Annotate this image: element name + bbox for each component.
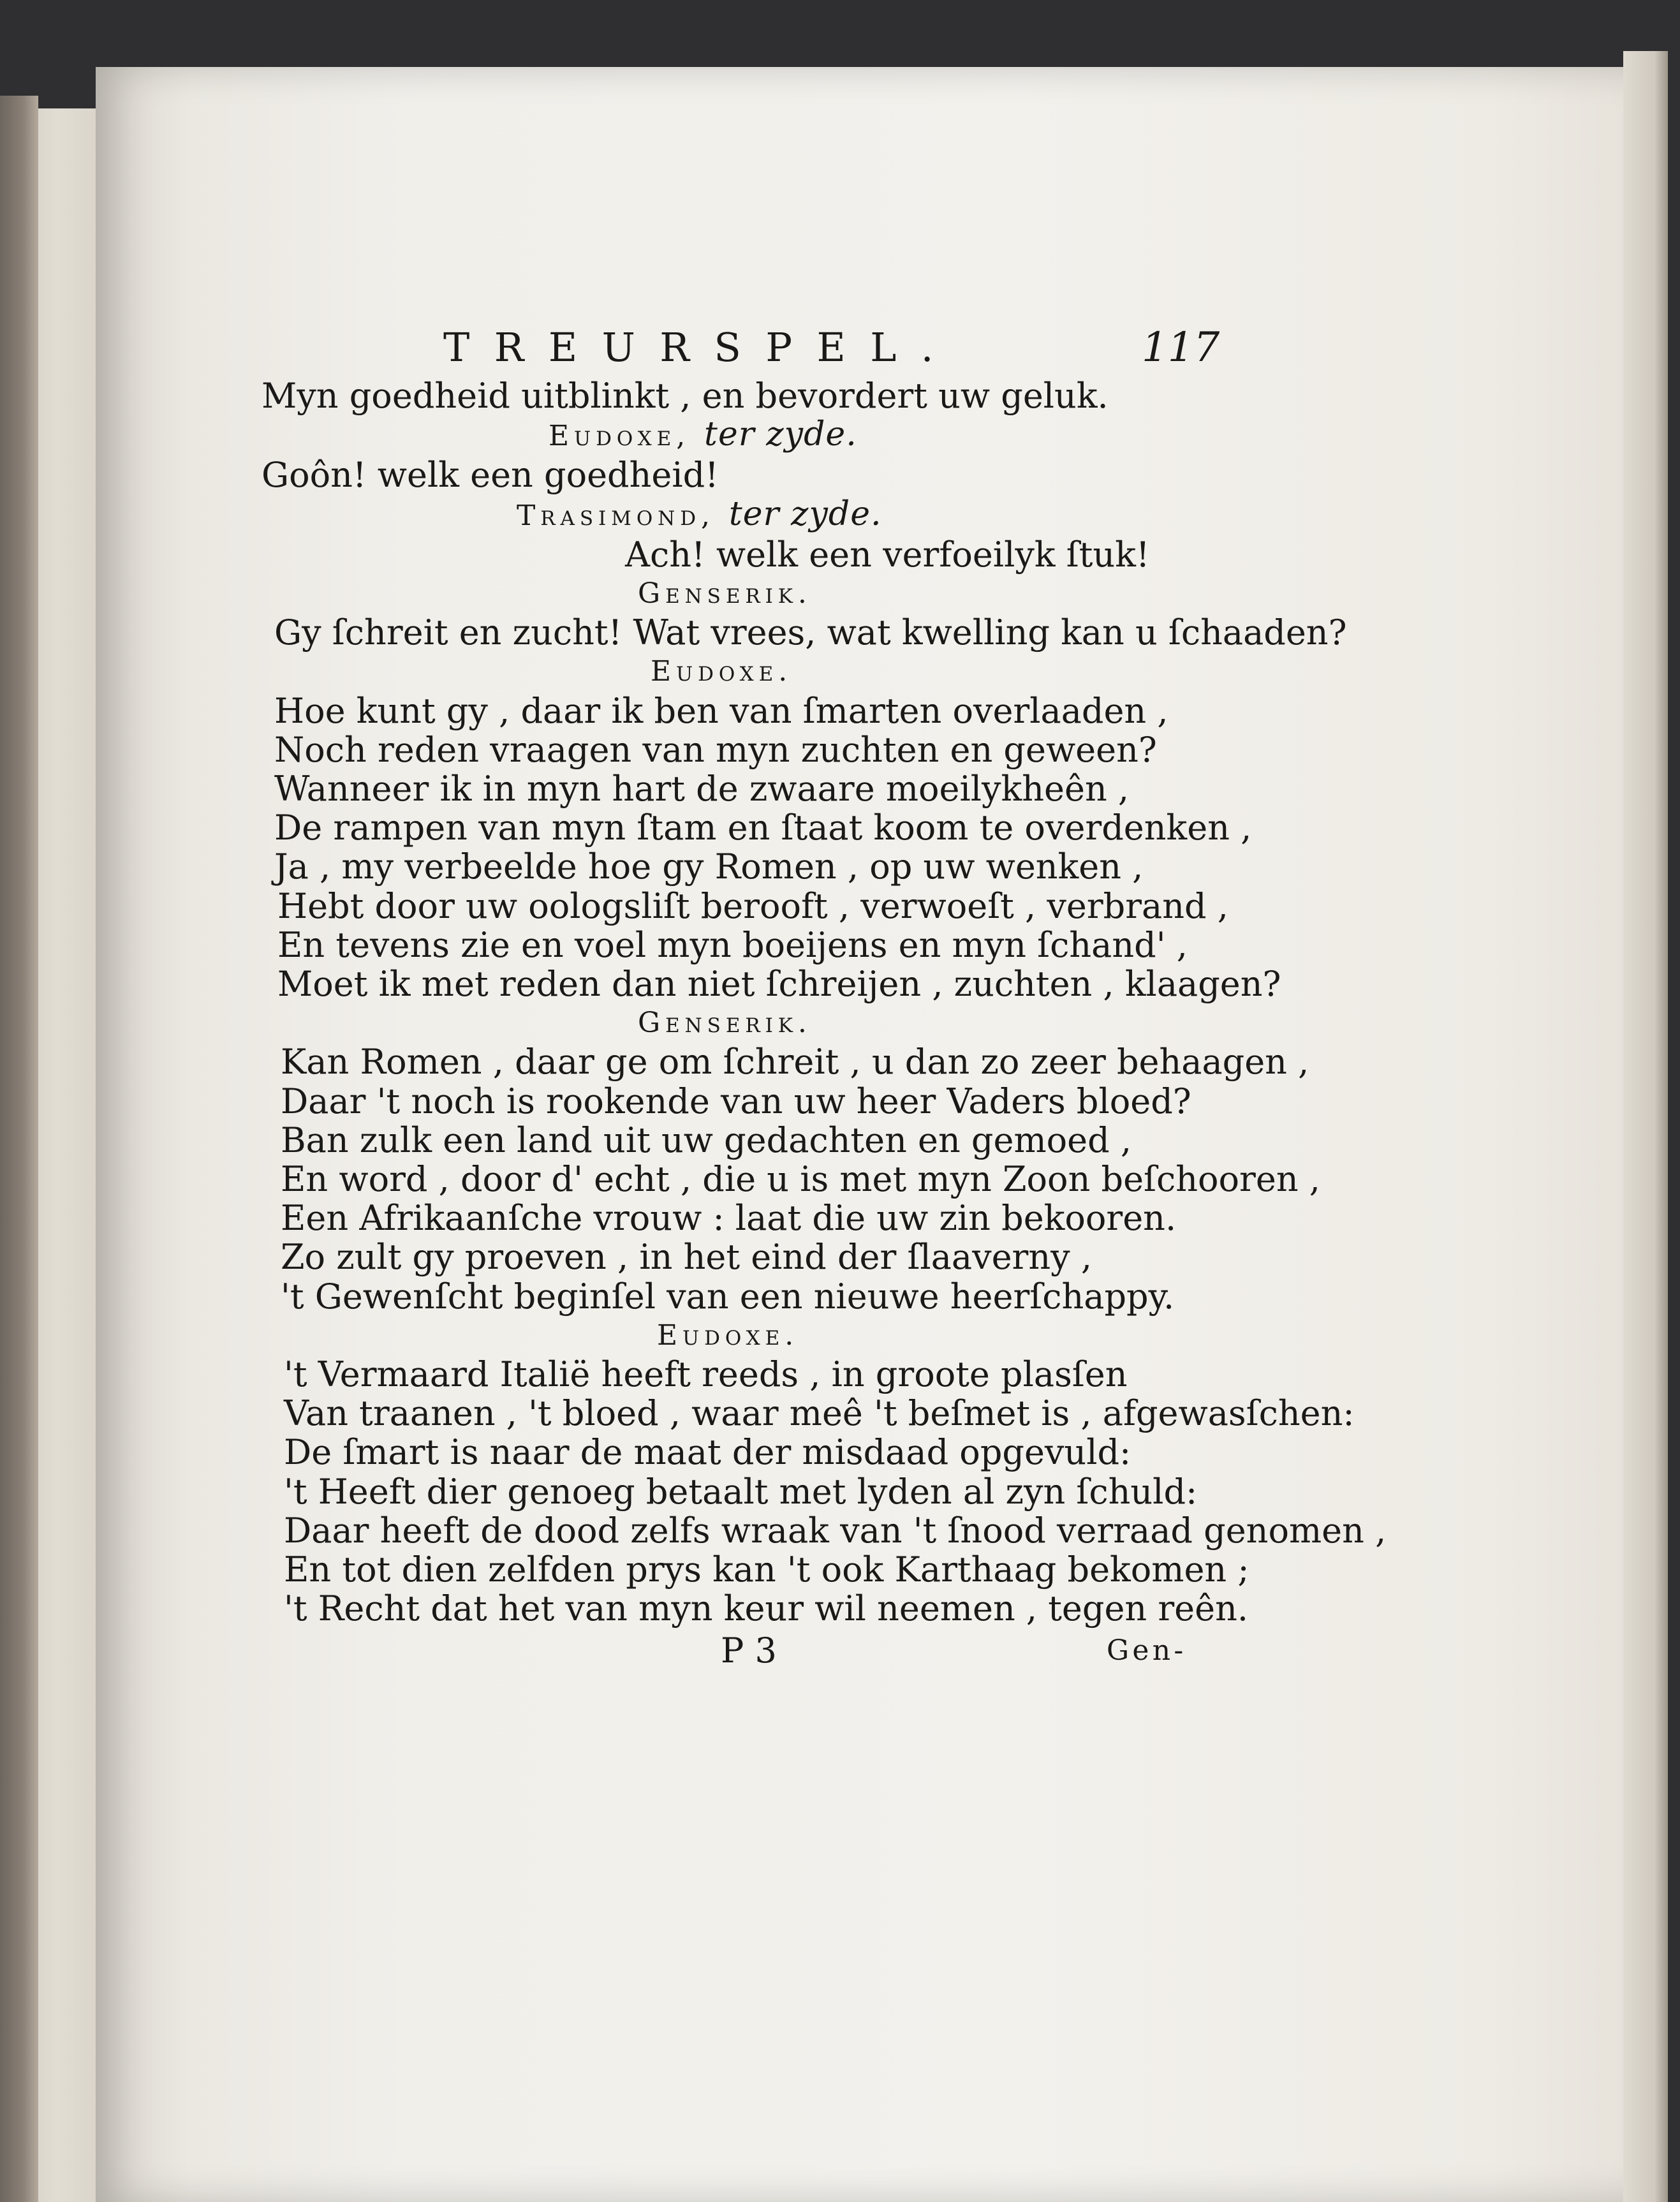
speaker-heading xyxy=(262,1003,1231,1042)
running-head-title: TREURSPEL. xyxy=(443,324,958,371)
verse-line: Daar 't noch is rookende van uw heer Vaders bloed? xyxy=(281,1081,1191,1121)
verse-line: Moet ik met reden dan niet ſchreijen , zuchten , klaagen? xyxy=(277,964,1281,1005)
verse-line: 't Heeft dier genoeg betaalt met lyden al zyn ſchuld: xyxy=(284,1471,1198,1512)
verse-line: 't Gewenſcht beginſel van een nieuwe heerſchappy. xyxy=(281,1276,1175,1317)
verse-line: Ach! welk een verfoeilyk ſtuk! xyxy=(625,534,1150,575)
speaker-heading xyxy=(262,652,1231,691)
verse-line: Wanneer ik in myn hart de zwaare moeilykheên , xyxy=(274,769,1130,809)
verse-line: Zo zult gy proeven , in het eind der ſlaaverny , xyxy=(281,1237,1092,1278)
verse-line: Hoe kunt gy , daar ik ben van ſmarten overlaaden , xyxy=(274,690,1168,731)
page-text xyxy=(262,319,1387,1673)
verse-line: Ja , my verbeelde hoe gy Romen , op uw wenken , xyxy=(274,846,1144,887)
verse-line: Goôn! welk een goedheid! xyxy=(262,455,719,496)
speaker-name: Genserik. xyxy=(638,1007,812,1040)
page-footer xyxy=(262,1629,1231,1673)
verse-line: 't Vermaard Italië heeft reeds , in groote plasſen xyxy=(284,1354,1128,1395)
speaker-heading: Trasimond, ter zyde. xyxy=(517,494,882,533)
verse-line: De ſmart is naar de maat der misdaad opgevuld: xyxy=(284,1432,1131,1473)
speaker-name: Eudoxe. xyxy=(651,655,793,688)
verse-line: De rampen van myn ſtam en ſtaat koom te overdenken , xyxy=(274,808,1252,848)
verse-line: En word , door d' echt , die u is met myn Zoon beſchooren , xyxy=(281,1159,1320,1200)
verse-line: En tot dien zelfden prys kan 't ook Karthaag bekomen ; xyxy=(284,1549,1249,1590)
verse-line: Van traanen , 't bloed , waar meê 't beſmet is , afgewasſchen: xyxy=(284,1393,1355,1434)
speaker-heading xyxy=(262,574,1231,613)
stage-direction: ter zyde. xyxy=(728,494,882,533)
speaker-name: Genserik. xyxy=(638,577,812,610)
speaker-name: Trasimond xyxy=(517,499,701,532)
page-number: 117 xyxy=(1142,324,1220,371)
verse-line: Ban zulk een land uit uw gedachten en gemoed , xyxy=(281,1119,1132,1160)
catchword: Gen- xyxy=(1107,1634,1187,1667)
verse-line: En tevens zie en voel myn boeijens en myn ſchand' , xyxy=(277,924,1188,965)
speaker-name: Eudoxe xyxy=(549,420,677,453)
verse-line: Noch reden vraagen van myn zuchten en geween? xyxy=(274,729,1157,770)
verse-line: Daar heeft de dood zelfs wraak van 't ſnood verraad genomen , xyxy=(284,1510,1387,1551)
signature-mark: P 3 xyxy=(721,1630,777,1671)
verse-line: Gy ſchreit en zucht! Wat vrees, wat kwelling kan u ſchaaden? xyxy=(274,612,1347,653)
verse-line: 't Recht dat het van myn keur wil neemen , tegen reên. xyxy=(284,1588,1249,1629)
page-stack-edge xyxy=(1623,51,1668,2202)
speaker-name: Eudoxe. xyxy=(657,1319,799,1352)
book-binding xyxy=(0,96,38,2202)
stage-direction: ter zyde. xyxy=(704,415,857,454)
verse-line: Hebt door uw oologsliſt berooft , verwoeſt , verbrand , xyxy=(277,885,1228,926)
running-head xyxy=(262,319,1231,376)
verse-line: Kan Romen , daar ge om ſchreit , u dan zo zeer behaagen , xyxy=(281,1042,1309,1083)
verse-line: Myn goedheid uitblinkt , en bevordert uw geluk. xyxy=(262,376,1109,416)
verse-line: Een Afrikaanſche vrouw : laat die uw zin bekooren. xyxy=(281,1198,1177,1239)
verse-lines xyxy=(262,376,1387,1629)
speaker-heading: Eudoxe, ter zyde. xyxy=(549,415,857,454)
speaker-heading xyxy=(262,1316,1231,1355)
